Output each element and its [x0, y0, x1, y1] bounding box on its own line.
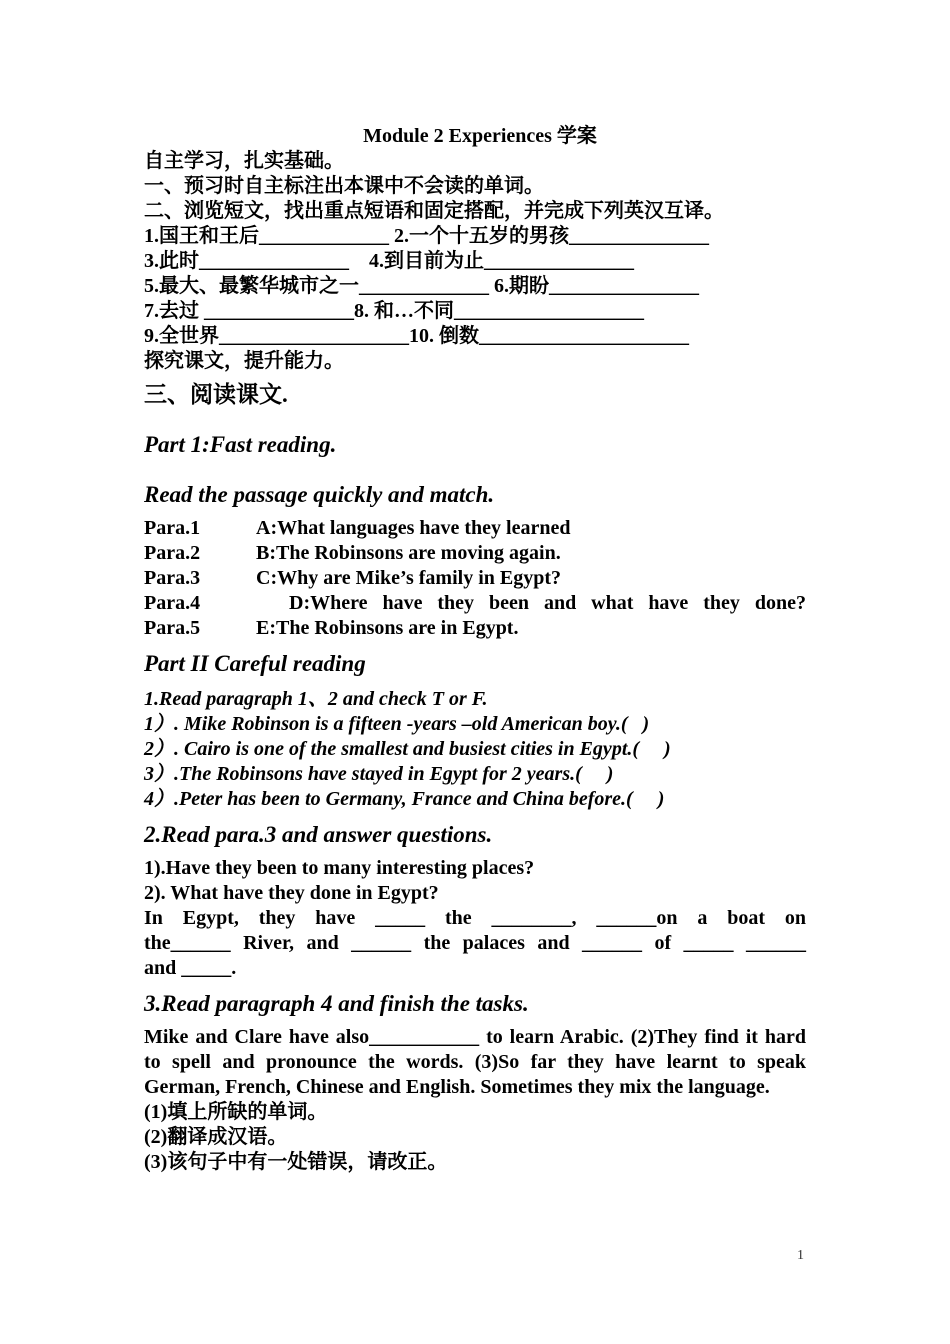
question: 1).Have they been to many interesting places? [144, 857, 535, 879]
match-desc: B:The Robinsons are moving again. [256, 542, 561, 564]
vocab-line: 3.此时_______________ 4.到目前为止_______________ [144, 250, 634, 272]
page-content [144, 124, 806, 1175]
tf-item: 2）. Cairo is one of the smallest and busiest cities in Egypt.( ) [144, 738, 671, 760]
vocab-line: 7.去过 _______________8. 和…不同___________________ [144, 300, 644, 322]
match-para: Para.2 [144, 542, 201, 564]
fill-line: In Egypt, they have _____ the ________, ______on a boat on [144, 907, 806, 929]
match-para: Para.5 [144, 617, 201, 639]
intro-line: 一、预习时自主标注出本课中不会读的单词。 [144, 175, 544, 197]
intro-line: 自主学习，扎实基础。 [144, 150, 344, 172]
vocab-line: 1.国王和王后_____________ 2.一个十五岁的男孩______________ [144, 225, 709, 247]
part1-task: Read the passage quickly and match. [144, 482, 495, 507]
match-desc: A:What languages have they learned [256, 517, 571, 539]
match-row [144, 616, 806, 641]
match-row [144, 516, 806, 541]
explore-line: 探究课文，提升能力。 [144, 350, 344, 372]
vocab-line: 5.最大、最繁华城市之一_____________ 6.期盼_______________ [144, 275, 699, 297]
fill-line: the______ River, and ______ the palaces and ______ of _____ ______ [144, 932, 806, 954]
sub-task: (1)填上所缺的单词。 [144, 1101, 328, 1123]
passage: Mike and Clare have also___________ to learn Arabic. (2)They find it hard to spell and pronounce the words. (3)So far they have learnt to speak German, French, Chinese and English. Sometimes they mix the language. [144, 1026, 806, 1098]
tf-item: 3）.The Robinsons have stayed in Egypt for 2 years.( ) [144, 763, 614, 785]
match-row [144, 541, 806, 566]
page-number: 1 [797, 1248, 804, 1263]
fill-line: and _____. [144, 957, 237, 979]
match-desc: D:Where have they been and what have they done? [289, 592, 806, 614]
tf-item: 4）.Peter has been to Germany, France and China before.( ) [144, 788, 665, 810]
part1-heading: Part 1:Fast reading. [144, 432, 337, 457]
match-table [144, 516, 806, 641]
intro-line: 二、浏览短文，找出重点短语和固定搭配，并完成下列英汉互译。 [144, 200, 724, 222]
part2-heading-text: Part II Careful reading [144, 651, 366, 676]
task3-heading: 3.Read paragraph 4 and finish the tasks. [144, 991, 529, 1016]
match-row [144, 591, 806, 616]
task2-heading: 2.Read para.3 and answer questions. [144, 822, 493, 847]
sub-task: (2)翻译成汉语。 [144, 1126, 288, 1148]
vocab-line: 9.全世界___________________10. 倒数_____________________ [144, 325, 689, 347]
match-desc: E:The Robinsons are in Egypt. [256, 617, 519, 639]
match-para: Para.3 [144, 567, 201, 589]
match-row [144, 566, 806, 591]
question: 2). What have they done in Egypt? [144, 882, 439, 904]
sub-task: (3)该句子中有一处错误，请改正。 [144, 1151, 448, 1173]
tf-item: 1）. Mike Robinson is a fifteen -years –old American boy.( ) [144, 713, 650, 735]
task1-heading: 1.Read paragraph 1、2 and check T or F. [144, 688, 488, 710]
section-three-heading: 三、阅读课文. [144, 382, 288, 407]
page-title: Module 2 Experiences 学案 [363, 125, 597, 147]
match-para: Para.4 [144, 592, 201, 614]
match-desc: C:Why are Mike’s family in Egypt? [256, 567, 561, 589]
part2-heading [144, 649, 806, 679]
match-para: Para.1 [144, 517, 201, 539]
